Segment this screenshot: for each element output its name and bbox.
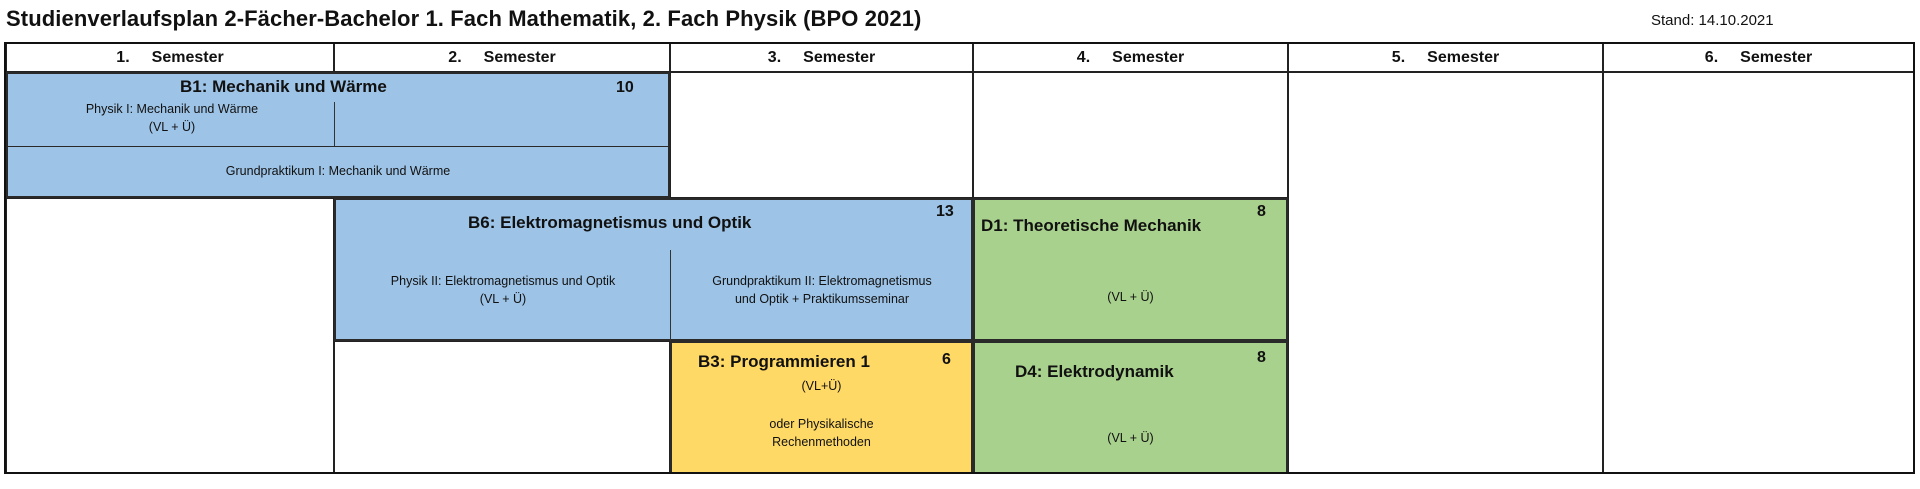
semester-header-2: 2. Semester xyxy=(334,43,670,72)
module-d1-format: (VL + Ü) xyxy=(1107,290,1154,304)
semester-header-4: 4. Semester xyxy=(973,43,1288,72)
semester-header-6: 6. Semester xyxy=(1603,43,1914,72)
module-b1-ects: 10 xyxy=(616,79,634,96)
module-d1-title: D1: Theoretische Mechanik xyxy=(981,216,1202,235)
module-b6-lab: Grundpraktikum II: Elektromagnetismus und Optik + Praktikumsseminar xyxy=(712,274,932,306)
module-b1-lab: Grundpraktikum I: Mechanik und Wärme xyxy=(225,164,451,178)
module-b1-lecture: Physik I: Mechanik und Wärme (VL + Ü) xyxy=(85,102,259,134)
module-d4-ects: 8 xyxy=(1257,349,1266,366)
semester-header-1: 1. Semester xyxy=(6,43,334,72)
module-b3-alternative: oder Physikalische Rechenmethoden xyxy=(769,417,874,449)
stand-date: Stand: 14.10.2021 xyxy=(1651,12,1774,29)
module-b3-title: B3: Programmieren 1 xyxy=(698,352,870,371)
module-d1-ects: 8 xyxy=(1257,203,1266,220)
page-title: Studienverlaufsplan 2-Fächer-Bachelor 1. Fach Mathematik, 2. Fach Physik (BPO 2021) xyxy=(6,6,922,31)
module-b3-ects: 6 xyxy=(942,351,951,368)
semester-header-5: 5. Semester xyxy=(1288,43,1603,72)
module-b6-title: B6: Elektromagnetismus und Optik xyxy=(468,213,752,232)
semester-header-3: 3. Semester xyxy=(670,43,973,72)
module-b1-title: B1: Mechanik und Wärme xyxy=(180,77,387,96)
module-b3-format: (VL+Ü) xyxy=(801,379,842,393)
table-frame xyxy=(4,42,1915,474)
module-b6-ects: 13 xyxy=(936,203,954,220)
module-d4-format: (VL + Ü) xyxy=(1107,431,1154,445)
module-b6-lecture: Physik II: Elektromagnetismus und Optik (VL + Ü) xyxy=(390,274,616,306)
module-d4-title: D4: Elektrodynamik xyxy=(1015,362,1174,381)
